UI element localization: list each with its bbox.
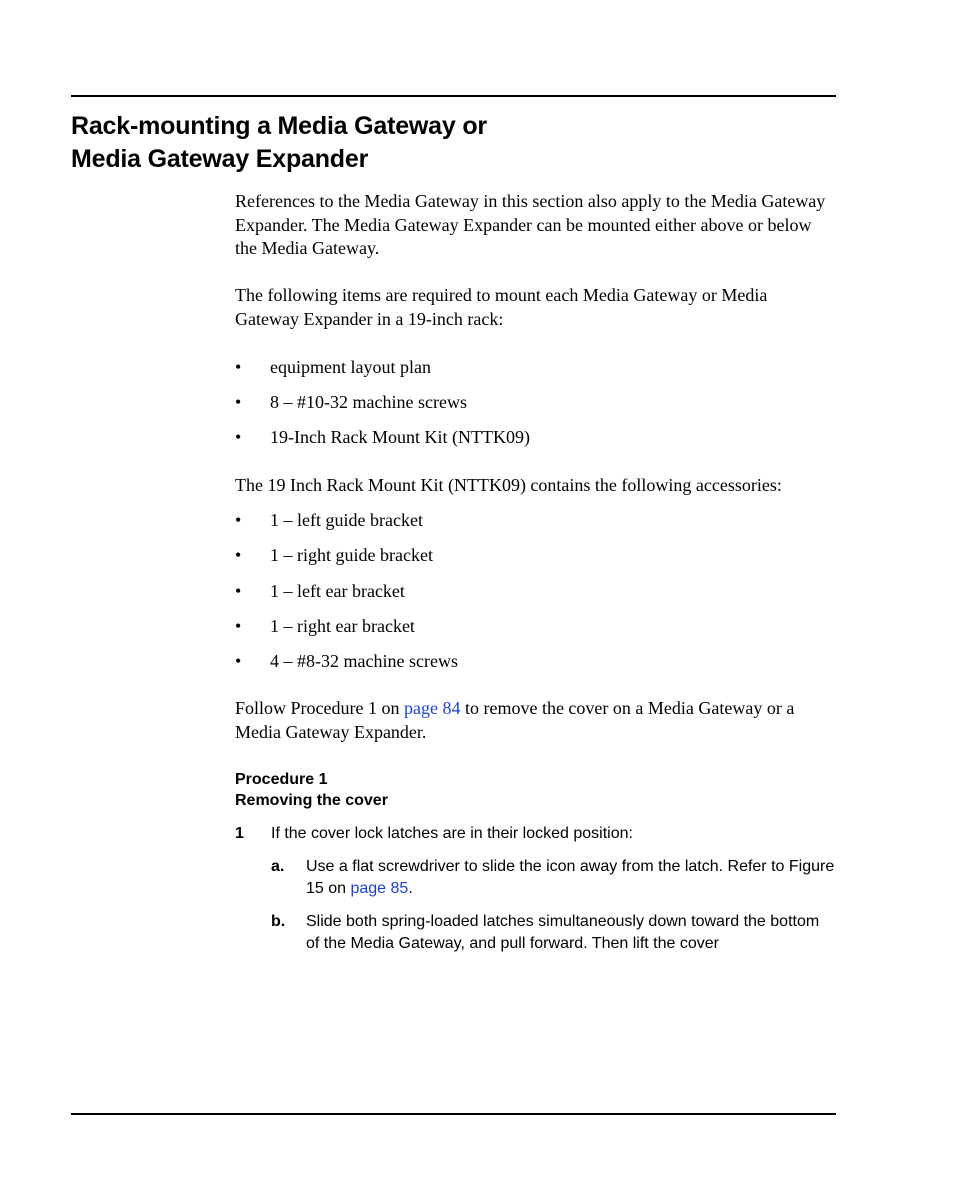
follow-text-before: Follow Procedure 1 on (235, 698, 404, 718)
section-heading (71, 110, 831, 176)
bullet-icon: • (235, 392, 242, 412)
page-84-link[interactable]: page 84 (403, 698, 461, 718)
bullet-icon: • (235, 616, 242, 636)
list-item-text: 1 – right ear bracket (270, 616, 415, 636)
intro-paragraph-1: References to the Media Gateway in this section also apply to the Media Gateway Expander. The Media Gateway Expander can be mounted either above or below the Media Gateway. (235, 191, 826, 258)
list-item-text: 1 – left guide bracket (270, 510, 423, 530)
substep-label: b. (271, 913, 286, 930)
step-text: If the cover lock latches are in their locked position: (271, 825, 633, 842)
follow-paragraph (235, 697, 835, 744)
bottom-rule (71, 1113, 836, 1115)
top-rule (71, 95, 836, 97)
list-item-text: 8 – #10-32 machine screws (270, 392, 467, 412)
list-item-text: 19-Inch Rack Mount Kit (NTTK09) (270, 427, 530, 447)
bullet-icon: • (235, 581, 242, 601)
substep-label: a. (271, 858, 285, 875)
page-85-link[interactable]: page 85 (350, 880, 409, 897)
substep-text: Slide both spring-loaded latches simultaneously down toward the bottom of the Media Gateway, and pull forward. Then lift the cover (306, 913, 820, 952)
bullet-icon: • (235, 427, 242, 447)
bullet-icon: • (235, 510, 242, 530)
procedure-number: Procedure 1 (235, 771, 328, 788)
bullet-icon: • (235, 651, 242, 671)
list-item-text: 1 – right guide bracket (270, 545, 433, 565)
procedure-title: Removing the cover (235, 792, 388, 809)
step-number: 1 (235, 825, 244, 842)
bullet-icon: • (235, 357, 242, 377)
follow-text-after: to remove the cover on a Media Gateway or a Media Gateway Expander. (235, 698, 795, 742)
kit-intro-paragraph: The 19 Inch Rack Mount Kit (NTTK09) contains the following accessories: (235, 475, 782, 495)
list-item-text: equipment layout plan (270, 357, 431, 377)
bullet-icon: • (235, 545, 242, 565)
substep-text (306, 856, 836, 900)
heading-line-2: Media Gateway Expander (71, 145, 369, 173)
heading-line-1: Rack-mounting a Media Gateway or (71, 112, 487, 140)
list-item-text: 4 – #8-32 machine screws (270, 651, 458, 671)
intro-paragraph-2: The following items are required to mount each Media Gateway or Media Gateway Expander in a 19-inch rack: (235, 285, 768, 329)
substep-text-before: Use a flat screwdriver to slide the icon away from the latch. Refer to Figure 15 on (306, 858, 835, 897)
substep-text-after: . (408, 880, 413, 897)
list-item-text: 1 – left ear bracket (270, 581, 405, 601)
procedure-heading (235, 769, 835, 811)
